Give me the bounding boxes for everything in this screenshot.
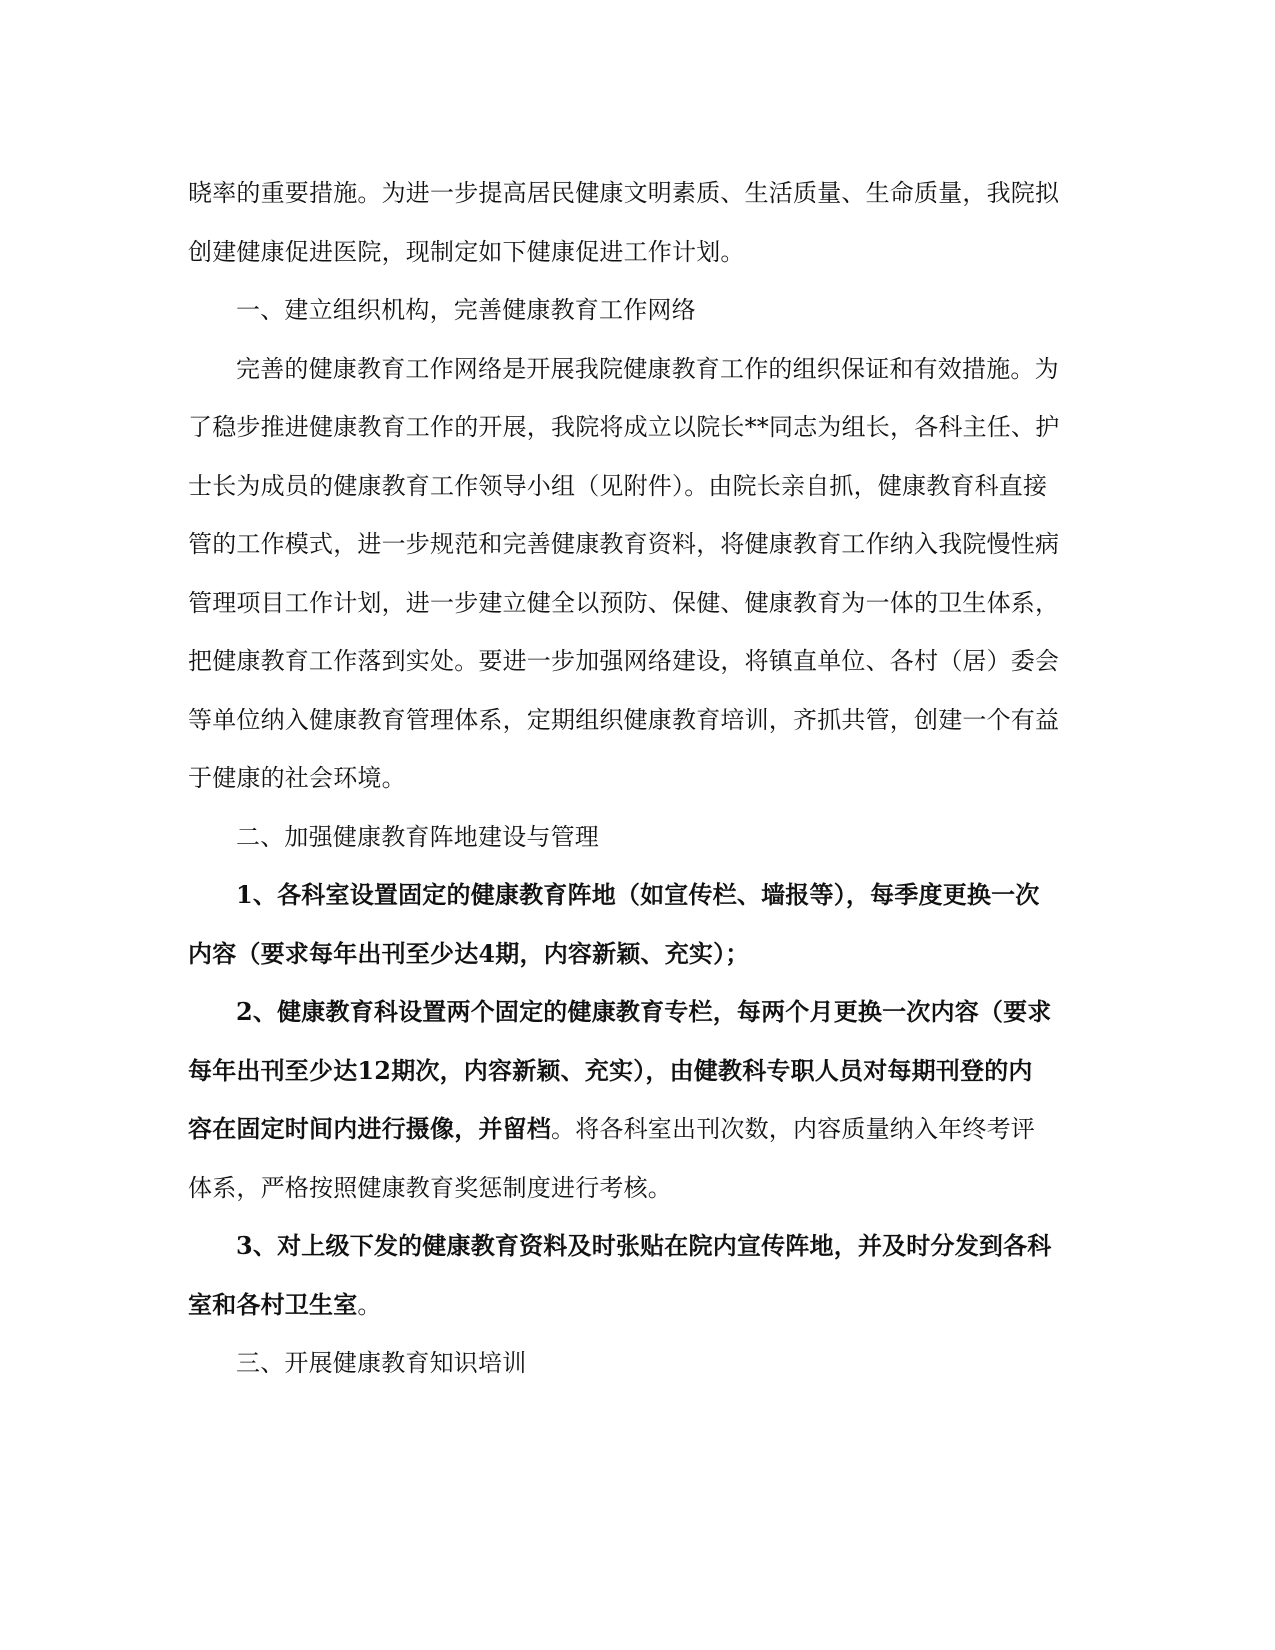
text-line: 于健康的社会环境。	[188, 764, 406, 792]
text-line: 完善的健康教育工作网络是开展我院健康教育工作的组织保证和有效措施。为	[236, 354, 1059, 383]
list-item-1-cont	[188, 925, 1088, 984]
text-line: 1、各科室设置固定的健康教育阵地（如宣传栏、墙报等），每季度更换一次	[236, 880, 1040, 909]
text-line: 了稳步推进健康教育工作的开展，我院将成立以院长**同志为组长，各科主任、护	[188, 413, 1060, 441]
bold-text: 容在固定时间内进行摄像，并留档	[188, 1114, 551, 1143]
section-heading-1	[188, 281, 1088, 340]
text-line: 管理项目工作计划，进一步建立健全以预防、保健、健康教育为一体的卫生体系，	[188, 588, 1060, 617]
text-line: 创建健康促进医院，现制定如下健康促进工作计划。	[188, 237, 745, 266]
paragraph-section-1	[188, 340, 1088, 399]
list-item-3	[188, 1217, 1088, 1276]
bold-text: 室和各村卫生室	[188, 1289, 358, 1319]
regular-text: 。将各科室出刊次数，内容质量纳入年终考评	[551, 1115, 1035, 1143]
text-line-mixed	[188, 1100, 1088, 1159]
text-line: 每年出刊至少达12期次，内容新颖、充实），由健教科专职人员对每期刊登的内	[188, 1055, 1033, 1085]
text-line: 内容（要求每年出刊至少达4期，内容新颖、充实）；	[188, 938, 750, 968]
heading-text: 三、开展健康教育知识培训	[236, 1349, 527, 1377]
heading-text: 二、加强健康教育阵地建设与管理	[236, 822, 599, 851]
text-line: 2、健康教育科设置两个固定的健康教育专栏，每两个月更换一次内容（要求	[236, 997, 1052, 1026]
list-item-2-cont	[188, 1042, 1088, 1218]
list-item-3-cont	[188, 1276, 1088, 1335]
paragraph-intro	[188, 164, 1088, 281]
text-line: 管的工作模式，进一步规范和完善健康教育资料，将健康教育工作纳入我院慢性病	[188, 530, 1060, 558]
text-line: 等单位纳入健康教育管理体系，定期组织健康教育培训，齐抓共管，创建一个有益	[188, 705, 1060, 734]
list-item-2	[188, 983, 1088, 1042]
section-heading-3	[188, 1334, 1088, 1393]
text-line: 把健康教育工作落到实处。要进一步加强网络建设，将镇直单位、各村（居）委会	[188, 647, 1060, 675]
section-heading-2	[188, 808, 1088, 867]
heading-text: 一、建立组织机构，完善健康教育工作网络	[236, 296, 696, 324]
text-line: 体系，严格按照健康教育奖惩制度进行考核。	[188, 1173, 672, 1202]
list-item-1	[188, 866, 1088, 925]
regular-text: 。	[357, 1290, 382, 1319]
text-line-mixed	[188, 1276, 1088, 1335]
text-line: 士长为成员的健康教育工作领导小组（见附件）。由院长亲自抓，健康教育科直接	[188, 471, 1048, 500]
document-body	[188, 164, 1088, 1393]
paragraph-section-1-cont	[188, 398, 1088, 808]
text-line: 3、对上级下发的健康教育资料及时张贴在院内宣传阵地，并及时分发到各科	[236, 1231, 1052, 1260]
text-line: 晓率的重要措施。为进一步提高居民健康文明素质、生活质量、生命质量，我院拟	[188, 179, 1060, 207]
